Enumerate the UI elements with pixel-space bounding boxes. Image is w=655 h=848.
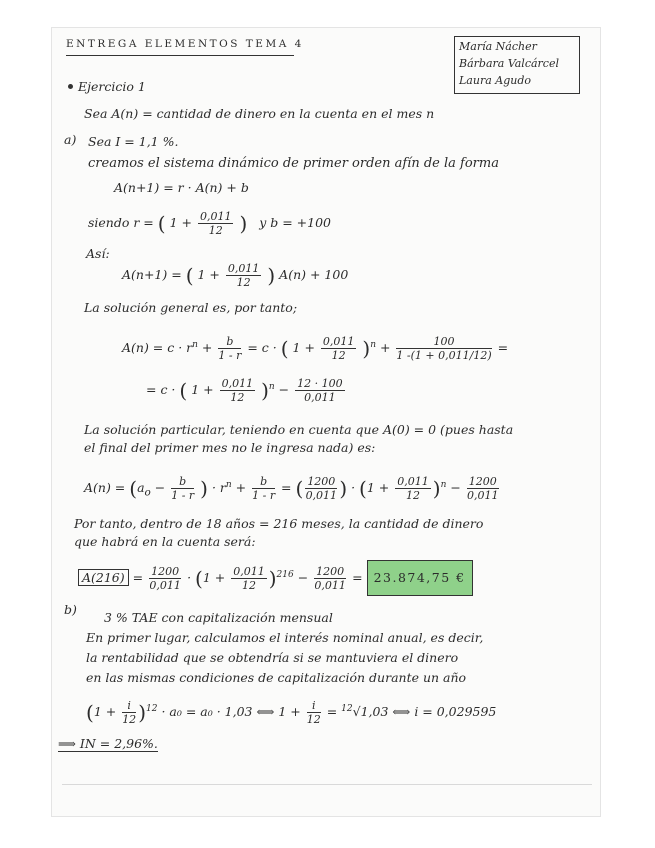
affine-form: A(n+1) = r · A(n) + b: [114, 180, 249, 195]
paren-close: ): [239, 211, 248, 236]
intro-line: Sea A(n) = cantidad de dinero en la cuenta en el mes n: [84, 106, 435, 121]
author-name-2: Bárbara Valcárcel: [459, 57, 559, 70]
siendo-prefix: siendo r =: [88, 215, 154, 230]
particular-line-1: La solución particular, teniendo en cuenta que A(0) = 0 (pues hasta: [84, 422, 514, 437]
asi-label: Así:: [86, 246, 110, 261]
tae-equation: (1 + $\frac{i}{12}$ )$^{12}$ · a₀ = a₀ · 1,03 ⟺ 1 + $\frac{i}{12}$ = $^{12}$√1,03 ⟺ i = 0,029595: [86, 699, 497, 727]
author-name-1: María Nácher: [459, 40, 537, 53]
authors-box: [454, 36, 580, 94]
b-line-4: en las mismas condiciones de capitalización durante un año: [86, 670, 467, 685]
paren-open: (: [157, 211, 166, 236]
recurrence-equation: A(n+1) = ( 1 + $\frac{0,011}{12}$ ) A(n) + 100: [122, 262, 349, 289]
bottom-divider: [62, 784, 592, 785]
document-page: [52, 28, 600, 816]
conclusion-line-2: que habrá en la cuenta será:: [74, 534, 256, 549]
r-whole: 1 +: [169, 215, 192, 230]
siendo-line: [88, 208, 331, 239]
a216-box: A(216): [78, 569, 129, 586]
general-solution-eq-2: = c · ( 1 + $\frac{0,011}{12}$ )$^n$ − $\frac{12 \cdot 100}{0,011}$: [146, 377, 343, 405]
final-evaluation-eq: A(216) = $\frac{1200}{0,011}$ · (1 + $\frac{0,011}{12}$ )$^{216}$ − $\frac{1200}{0,011}$ = 23.874,75 €: [78, 558, 473, 596]
particular-line-2: el final del primer mes no le ingresa nada) es:: [84, 440, 376, 455]
r-fraction: $\frac{0,011}{12}$: [199, 210, 232, 237]
general-solution-intro: La solución general es, por tanto;: [84, 300, 298, 315]
b-line-2: En primer lugar, calculamos el interés nominal anual, es decir,: [86, 630, 484, 645]
bullet-icon: [68, 84, 73, 89]
document-title: ENTREGA ELEMENTOS TEMA 4: [66, 38, 304, 50]
system-line: creamos el sistema dinámico de primer orden afín de la forma: [88, 156, 499, 171]
exercise-title: Ejercicio 1: [78, 79, 146, 94]
rate-line: Sea I = 1,1 %.: [88, 134, 179, 149]
title-underline: [66, 55, 294, 56]
nominal-interest-result: ⟹ IN = 2,96%.: [58, 736, 158, 751]
author-name-3: Laura Agudo: [459, 74, 531, 87]
part-a-label: a): [64, 132, 77, 147]
b-definition: y b = +100: [259, 215, 331, 230]
part-b-label: b): [64, 602, 77, 617]
result-highlight: 23.874,75 €: [367, 560, 473, 596]
particular-solution-eq: $A(n) = (a_o$ − $\frac{b}{1 - r}$ ) · $r^n$ + $\frac{b}{1 - r}$ = ( $\frac{1200}{0,011}$ ) · (1 + $\frac{0,011}{12}$ )$^n$ − $\frac{1200}{0,011}$: [84, 475, 499, 503]
b-line-3: la rentabilidad que se obtendría si se mantuviera el dinero: [86, 650, 459, 665]
general-solution-eq: $A(n) = c \cdot r^n$ + $\frac{b}{1 - r}$ = c · ( 1 + $\frac{0,011}{12}$ )$^n$ + $\frac{100}{1 -(1 + 0,011/12)}$ =: [122, 335, 509, 363]
conclusion-line-1: Por tanto, dentro de 18 años = 216 meses, la cantidad de dinero: [74, 516, 484, 531]
b-line-1: 3 % TAE con capitalización mensual: [104, 610, 333, 625]
